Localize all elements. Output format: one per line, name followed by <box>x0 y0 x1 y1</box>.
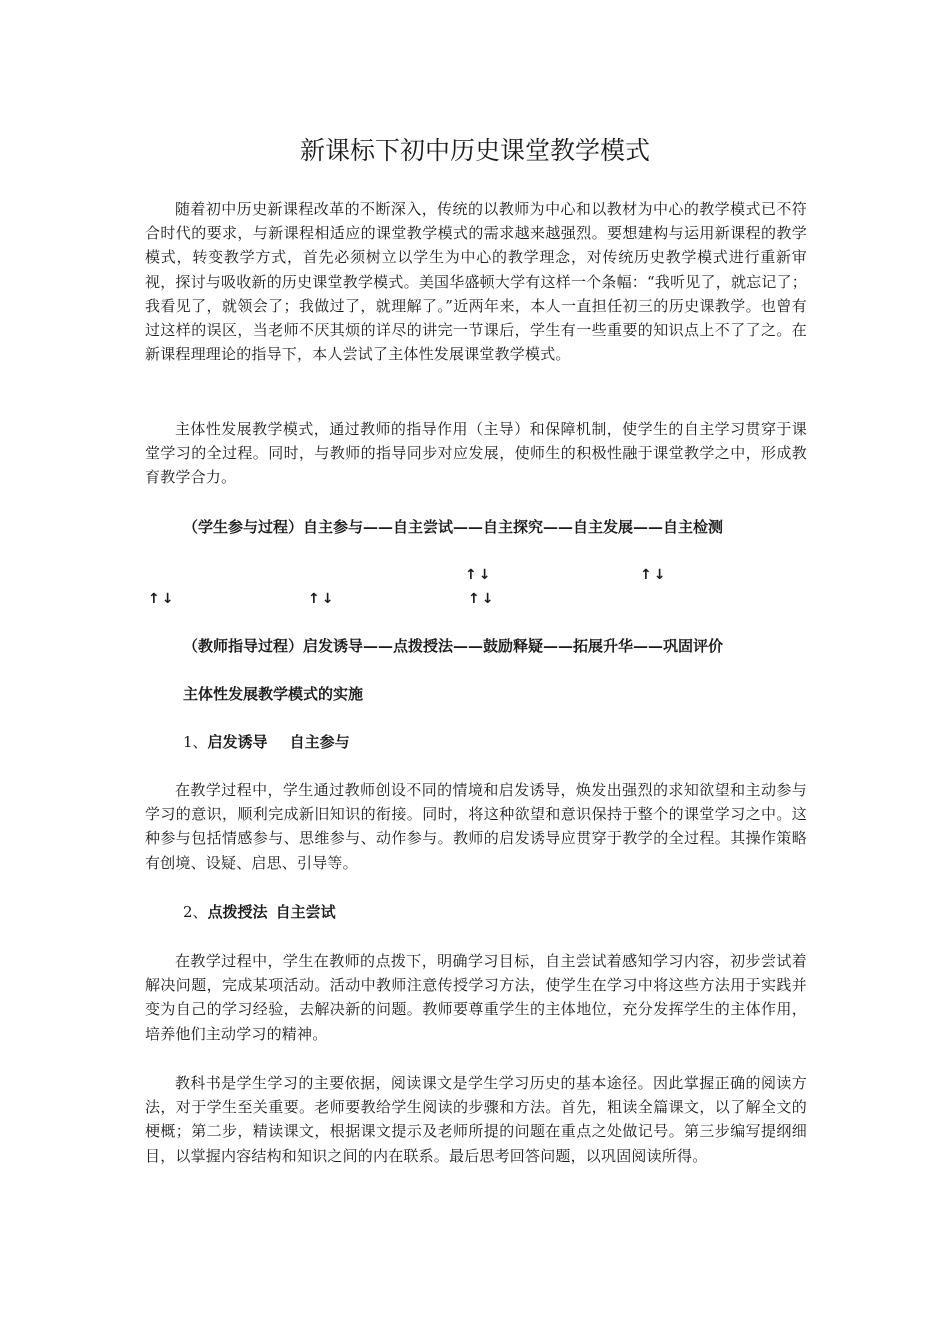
arrow-up-down-icon: ↑↓ <box>468 591 496 607</box>
implementation-heading: 主体性发展教学模式的实施 <box>183 685 364 703</box>
student-process-line: （学生参与过程）自主参与——自主尝试——自主探究——自主发展——自主检测 <box>183 518 724 536</box>
section-label: 自主参与 <box>289 733 350 751</box>
model-description-paragraph: 主体性发展教学模式，通过教师的指导作用（主导）和保障机制，使学生的自主学习贯穿于课堂学习的全过程。同时，与教师的指导同步对应发展，使师生的积极性融于课堂教学之中，形成教育教学合力。 <box>145 420 807 487</box>
section-2-paragraph: 在教学过程中，学生在教师的点拨下，明确学习目标，自主尝试着感知学习内容，初步尝试着解决问题，完成某项活动。活动中教师注意传授学习方法，使学生在学习中将这些方法用于实践并变为自己的学习经验，去解决新的问题。教师要尊重学生的主体地位，充分发挥学生的主体作用，培养他们主动学习的精神。 <box>145 952 807 1043</box>
arrow-up-down-icon: ↑↓ <box>308 591 336 607</box>
intro-paragraph: 随着初中历史新课程改革的不断深入，传统的以教师为中心和以教材为中心的教学模式已不符合时代的要求，与新课程相适应的课堂教学模式的需求越来越强烈。要想建构与运用新课程的教学模式，转变教学方式，首先必须树立以学生为中心的教学理念，对传统历史教学模式进行重新审视，探讨与吸收新的历史课堂教学模式。美国华盛顿大学有这样一个条幅：“我听见了，就忘记了；我看见了，就领会了；我做过了，就理解了。”近两年来，本人一直担任初三的历史课教学。也曾有过这样的误区，当老师不厌其烦的详尽的讲完一节课后，学生有一些重要的知识点上不了了之。在新课程理理论的指导下，本人尝试了主体性发展课堂教学模式。 <box>145 200 807 364</box>
arrow-up-down-icon: ↑↓ <box>465 567 493 583</box>
section-label: 启发诱导 <box>207 733 268 751</box>
section-2-heading <box>183 901 336 923</box>
section-number: 1、 <box>183 733 208 751</box>
section-number: 2、 <box>183 903 208 921</box>
section-label: 点拨授法 <box>207 903 268 921</box>
arrow-up-down-icon: ↑↓ <box>640 567 668 583</box>
teacher-process-line: （教师指导过程）启发诱导——点拨授法——鼓励释疑——拓展升华——巩固评价 <box>183 637 724 655</box>
section-1-paragraph: 在教学过程中，学生通过教师创设不同的情境和启发诱导，焕发出强烈的求知欲望和主动参与学习的意识，顺利完成新旧知识的衔接。同时，将这种欲望和意识保持于整个的课堂学习之中。这种参与包括情感参与、思维参与、动作参与。教师的启发诱导应贯穿于教学的全过程。其操作策略有创境、设疑、启思、引导等。 <box>145 781 807 872</box>
arrow-up-down-icon: ↑↓ <box>148 591 176 607</box>
section-1-heading <box>183 731 350 753</box>
section-label: 自主尝试 <box>275 903 336 921</box>
textbook-paragraph: 教科书是学生学习的主要依据，阅读课文是学生学习历史的基本途径。因此掌握正确的阅读方法，对于学生至关重要。老师要教给学生阅读的步骤和方法。首先，粗读全篇课文，以了解全文的梗概；第二步，精读课文，根据课文提示及老师所提的问题在重点之处做记号。第三步编写提纲细目，以掌握内容结构和知识之间的内在联系。最后思考回答问题，以巩固阅读所得。 <box>145 1074 807 1165</box>
document-title: 新课标下初中历史课堂教学模式 <box>299 136 650 165</box>
